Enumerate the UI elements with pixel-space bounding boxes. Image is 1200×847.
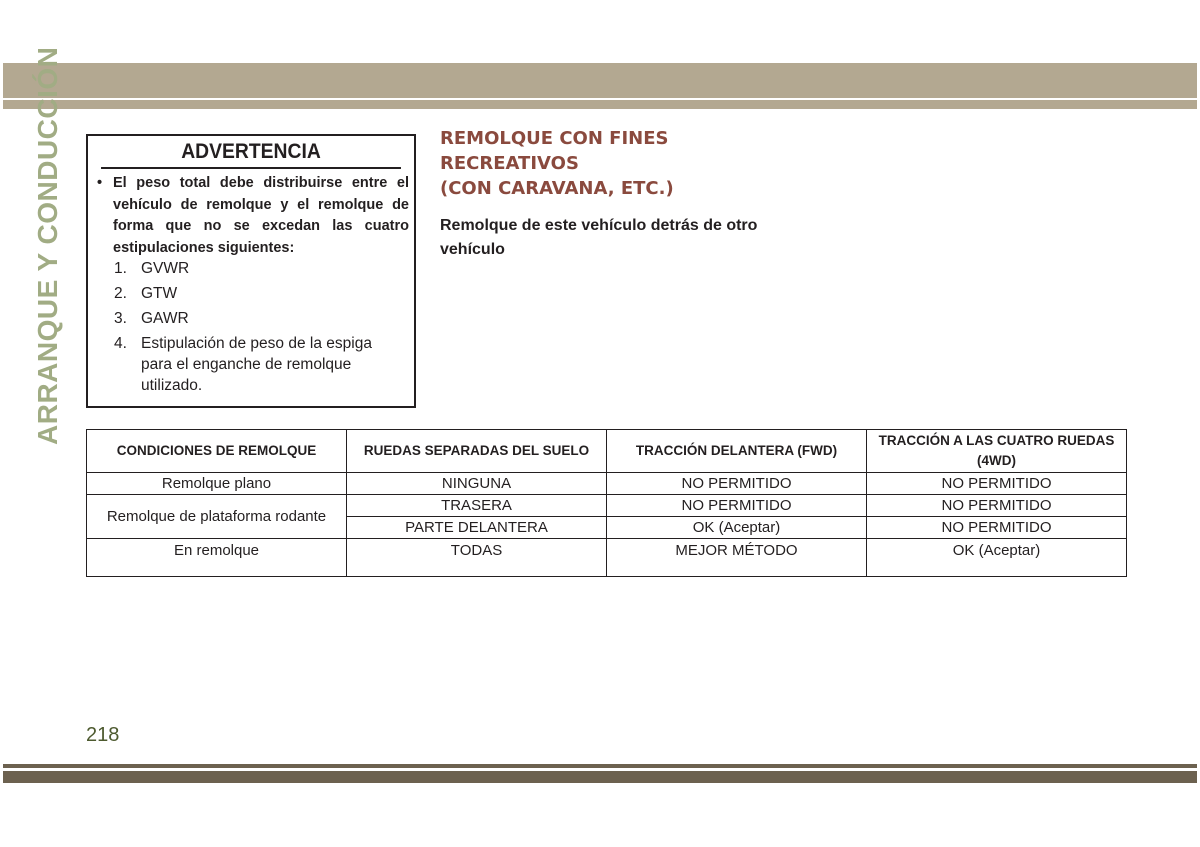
list-item-number: 1. (114, 260, 127, 277)
towing-table (86, 429, 1127, 577)
list-item (114, 283, 404, 304)
table-cell: TRASERA (347, 495, 607, 517)
bullet-marker: • (97, 175, 103, 191)
warning-box (86, 134, 416, 408)
list-item (114, 333, 404, 396)
footer-band-thin (3, 764, 1197, 768)
table-row (87, 539, 1127, 577)
table-cell: NO PERMITIDO (867, 517, 1127, 539)
header-band-thin (3, 100, 1197, 109)
table-cell: OK (Aceptar) (607, 517, 867, 539)
section-heading (440, 126, 820, 201)
list-item (114, 258, 404, 279)
footer-band (3, 771, 1197, 783)
section-heading-line: REMOLQUE CON FINES (440, 128, 669, 149)
table-cell: Remolque de plataforma rodante (87, 495, 347, 539)
table-cell: NO PERMITIDO (607, 473, 867, 495)
list-item-text: GAWR (141, 310, 189, 327)
list-item-number: 4. (114, 335, 127, 352)
section-heading-line: (CON CARAVANA, ETC.) (440, 178, 674, 199)
list-item-text: GTW (141, 285, 178, 302)
table-cell: OK (Aceptar) (867, 539, 1127, 577)
column-header: TRACCIÓN DELANTERA (FWD) (607, 430, 867, 473)
table-cell: NINGUNA (347, 473, 607, 495)
table-cell: TODAS (347, 539, 607, 577)
warning-title: ADVERTENCIA (101, 136, 401, 169)
page-number: 218 (86, 724, 120, 746)
table-row (87, 495, 1127, 517)
column-header: TRACCIÓN A LAS CUATRO RUEDAS (4WD) (867, 430, 1127, 473)
warning-list (114, 258, 404, 400)
table-cell: NO PERMITIDO (867, 495, 1127, 517)
table-row (87, 473, 1127, 495)
list-item-number: 3. (114, 310, 127, 327)
section-subheading: Remolque de este vehículo detrás de otro vehículo (440, 217, 758, 258)
warning-bullet-text: El peso total debe distribuirse entre el vehículo de remolque y el remolque de forma que no se excedan las cuatro estipulaciones siguientes: (113, 175, 409, 256)
table-cell: PARTE DELANTERA (347, 517, 607, 539)
table-cell: Remolque plano (87, 473, 347, 495)
warning-bullet (97, 173, 409, 259)
list-item (114, 308, 404, 329)
column-header: RUEDAS SEPARADAS DEL SUELO (347, 430, 607, 473)
table-cell: NO PERMITIDO (607, 495, 867, 517)
table-cell: MEJOR MÉTODO (607, 539, 867, 577)
header-band (3, 63, 1197, 98)
chapter-title: ARRANQUE Y CONDUCCIÓN (32, 46, 63, 445)
table-cell: En remolque (87, 539, 347, 577)
table-cell: NO PERMITIDO (867, 473, 1127, 495)
table-header-row (87, 430, 1127, 473)
section-heading-line: RECREATIVOS (440, 153, 579, 174)
column-header: CONDICIONES DE REMOLQUE (87, 430, 347, 473)
list-item-text: GVWR (141, 260, 190, 277)
list-item-number: 2. (114, 285, 127, 302)
list-item-text: Estipulación de peso de la espiga para el enganche de remolque utilizado. (141, 335, 372, 394)
